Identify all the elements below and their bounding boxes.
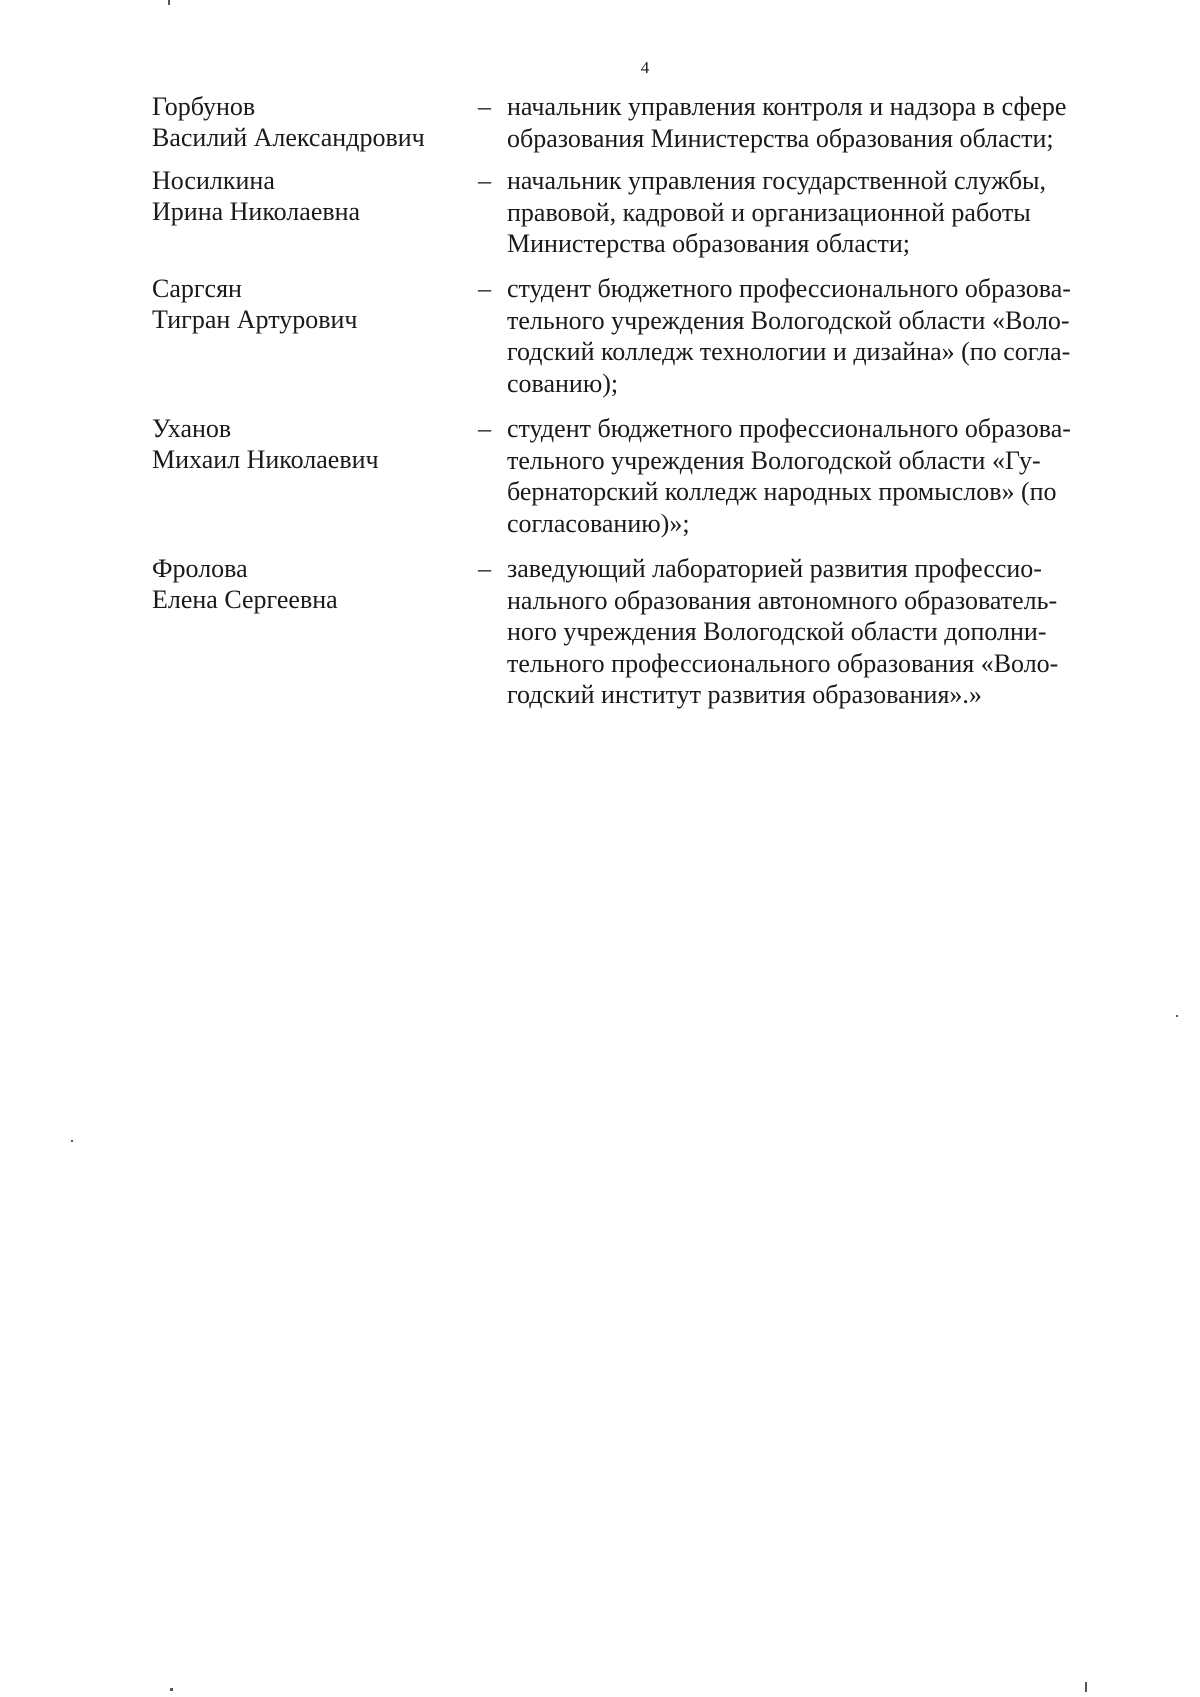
position-line: нального образования автономного образователь-	[507, 585, 1058, 615]
member-name	[152, 165, 472, 227]
member-surname: Уханов	[152, 414, 232, 443]
member-position	[507, 413, 1127, 539]
scan-speck	[170, 1688, 173, 1691]
member-given-names: Василий Александрович	[152, 123, 425, 152]
member-surname: Носилкина	[152, 166, 275, 195]
scan-speck	[1176, 1015, 1178, 1017]
position-line: заведующий лабораторией развития профессио-	[507, 554, 1042, 583]
member-dash: –	[478, 274, 491, 303]
member-given-names: Михаил Николаевич	[152, 445, 379, 474]
member-dash: –	[478, 554, 491, 583]
member-given-names: Ирина Николаевна	[152, 197, 361, 226]
member-given-names: Тигран Артурович	[152, 305, 358, 334]
position-line: студент бюджетного профессионального образова-	[507, 414, 1071, 443]
position-line: правовой, кадровой и организационной работы	[507, 197, 1031, 227]
position-line: годский колледж технологии и дизайна» (по согла-	[507, 337, 1071, 366]
scan-speck	[1085, 1682, 1087, 1692]
member-surname: Фролова	[152, 554, 248, 583]
member-dash: –	[478, 92, 491, 121]
member-position	[507, 165, 1127, 260]
member-surname: Саргсян	[152, 274, 242, 303]
member-dash: –	[478, 166, 491, 195]
member-position	[507, 553, 1127, 711]
member-name	[152, 91, 472, 153]
member-name	[152, 553, 472, 615]
position-line: бернаторский колледж народных промыслов» (по	[507, 477, 1057, 506]
position-line: Министерства образования области;	[507, 229, 910, 258]
member-position	[507, 273, 1127, 399]
scan-speck	[71, 1140, 73, 1142]
member-position	[507, 91, 1127, 154]
position-line: начальник управления контроля и надзора в сфере	[507, 92, 1067, 121]
position-line: сованию);	[507, 368, 619, 398]
position-line: согласованию)»;	[507, 508, 690, 538]
scan-speck	[168, 0, 170, 5]
page-number: 4	[640, 58, 650, 77]
position-line: тельного учреждения Вологодской области «Воло-	[507, 305, 1070, 335]
member-name	[152, 273, 472, 335]
member-dash: –	[478, 414, 491, 443]
position-line: тельного учреждения Вологодской области «Гу-	[507, 445, 1041, 475]
position-line: годский институт развития образования».»	[507, 680, 982, 709]
position-line: образования Министерства образования области;	[507, 123, 1054, 153]
member-surname: Горбунов	[152, 92, 256, 121]
position-line: студент бюджетного профессионального образова-	[507, 274, 1071, 303]
member-given-names: Елена Сергеевна	[152, 585, 338, 614]
position-line: начальник управления государственной службы,	[507, 166, 1047, 195]
position-line: тельного профессионального образования «Воло-	[507, 648, 1059, 678]
position-line: ного учреждения Вологодской области дополни-	[507, 617, 1047, 646]
member-name	[152, 413, 472, 475]
